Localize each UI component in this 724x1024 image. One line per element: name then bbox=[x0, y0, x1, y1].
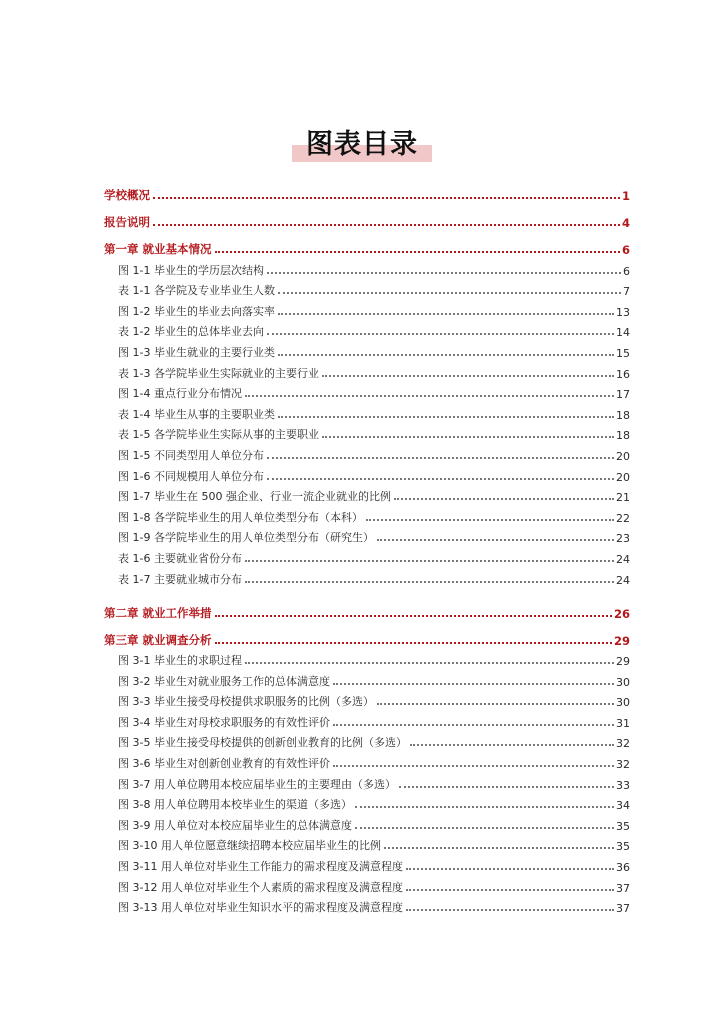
toc-leader-dots bbox=[278, 313, 614, 315]
toc-figure-entry[interactable] bbox=[104, 689, 630, 710]
toc-entry-label: 图 3-1 毕业生的求职过程 bbox=[118, 654, 242, 668]
toc-entry-label: 图 3-3 毕业生接受母校提供求职服务的比例（多选） bbox=[118, 695, 374, 709]
title-area bbox=[0, 128, 724, 162]
toc-chapter-entry[interactable] bbox=[104, 621, 630, 648]
toc-page-number: 14 bbox=[616, 326, 630, 340]
toc-entry-label: 图 3-11 用人单位对毕业生工作能力的需求程度及满意程度 bbox=[118, 860, 403, 874]
table-of-contents bbox=[104, 176, 630, 915]
toc-page-number: 37 bbox=[616, 902, 630, 916]
toc-entry-label: 报告说明 bbox=[104, 215, 150, 229]
toc-entry-label: 图 1-1 毕业生的学历层次结构 bbox=[118, 263, 264, 277]
toc-leader-dots bbox=[406, 868, 614, 870]
toc-page-number: 33 bbox=[616, 778, 630, 792]
toc-entry-label: 图 1-8 各学院毕业生的用人单位类型分布（本科） bbox=[118, 510, 363, 524]
toc-page-number: 17 bbox=[616, 388, 630, 402]
toc-leader-dots bbox=[278, 354, 614, 356]
toc-figure-entry[interactable] bbox=[104, 648, 630, 669]
toc-figure-entry[interactable] bbox=[104, 381, 630, 402]
toc-leader-dots bbox=[245, 395, 614, 397]
toc-figure-entry[interactable] bbox=[104, 895, 630, 916]
toc-figure-entry[interactable] bbox=[104, 566, 630, 587]
toc-page-number: 6 bbox=[623, 264, 630, 278]
toc-entry-label: 图 1-4 重点行业分布情况 bbox=[118, 387, 242, 401]
toc-page-number: 35 bbox=[616, 840, 630, 854]
toc-leader-dots bbox=[215, 642, 612, 644]
toc-figure-entry[interactable] bbox=[104, 833, 630, 854]
toc-page-number: 35 bbox=[616, 819, 630, 833]
toc-leader-dots bbox=[153, 224, 620, 226]
toc-figure-entry[interactable] bbox=[104, 278, 630, 299]
page-title-text: 图表目录 bbox=[306, 129, 418, 160]
toc-page-number: 15 bbox=[616, 346, 630, 360]
toc-page-number: 20 bbox=[616, 470, 630, 484]
page-title bbox=[300, 128, 424, 162]
toc-figure-entry[interactable] bbox=[104, 771, 630, 792]
toc-entry-label: 第三章 就业调查分析 bbox=[104, 632, 212, 647]
toc-entry-label: 图 3-9 用人单位对本校应届毕业生的总体满意度 bbox=[118, 818, 352, 832]
toc-entry-label: 图 3-12 用人单位对毕业生个人素质的需求程度及满意程度 bbox=[118, 880, 403, 894]
toc-leader-dots bbox=[377, 539, 614, 541]
toc-page-number: 13 bbox=[616, 305, 630, 319]
toc-figure-entry[interactable] bbox=[104, 853, 630, 874]
toc-chapter-entry[interactable] bbox=[104, 594, 630, 621]
toc-page-number: 18 bbox=[616, 429, 630, 443]
toc-page-number: 26 bbox=[613, 606, 630, 621]
toc-leader-dots bbox=[333, 765, 614, 767]
toc-page-number: 34 bbox=[616, 799, 630, 813]
toc-entry-label: 表 1-1 各学院及专业毕业生人数 bbox=[118, 284, 275, 298]
toc-leader-dots bbox=[278, 292, 621, 294]
toc-leader-dots bbox=[333, 724, 614, 726]
toc-page-number: 29 bbox=[613, 633, 630, 648]
toc-page-number: 32 bbox=[616, 737, 630, 751]
toc-entry-label: 图 3-10 用人单位愿意继续招聘本校应届毕业生的比例 bbox=[118, 839, 381, 853]
toc-chapter-entry[interactable] bbox=[104, 176, 630, 203]
toc-figure-entry[interactable] bbox=[104, 401, 630, 422]
toc-entry-label: 图 3-4 毕业生对母校求职服务的有效性评价 bbox=[118, 715, 330, 729]
toc-leader-dots bbox=[267, 272, 621, 274]
toc-page-number: 24 bbox=[616, 552, 630, 566]
toc-figure-entry[interactable] bbox=[104, 442, 630, 463]
toc-leader-dots bbox=[333, 683, 614, 685]
toc-entry-label: 第一章 就业基本情况 bbox=[104, 242, 212, 256]
toc-leader-dots bbox=[355, 827, 614, 829]
toc-figure-entry[interactable] bbox=[104, 812, 630, 833]
toc-page-number: 32 bbox=[616, 758, 630, 772]
toc-leader-dots bbox=[355, 806, 614, 808]
toc-entry-label: 第二章 就业工作举措 bbox=[104, 605, 212, 620]
toc-entry-label: 学校概况 bbox=[104, 188, 150, 202]
toc-leader-dots bbox=[267, 333, 614, 335]
toc-entry-label: 表 1-2 毕业生的总体毕业去向 bbox=[118, 325, 264, 339]
toc-entry-label: 图 3-2 毕业生对就业服务工作的总体满意度 bbox=[118, 674, 330, 688]
toc-figure-entry[interactable] bbox=[104, 463, 630, 484]
toc-figure-entry[interactable] bbox=[104, 730, 630, 751]
toc-leader-dots bbox=[153, 197, 620, 199]
toc-page-number: 31 bbox=[616, 716, 630, 730]
toc-page-number: 4 bbox=[621, 216, 630, 230]
toc-leader-dots bbox=[366, 519, 614, 521]
toc-leader-dots bbox=[394, 498, 614, 500]
toc-figure-entry[interactable] bbox=[104, 874, 630, 895]
toc-page-number: 37 bbox=[616, 881, 630, 895]
toc-entry-label: 图 1-7 毕业生在 500 强企业、行业一流企业就业的比例 bbox=[118, 490, 391, 504]
toc-entry-label: 图 1-5 不同类型用人单位分布 bbox=[118, 448, 264, 462]
toc-leader-dots bbox=[322, 436, 614, 438]
toc-page-number: 29 bbox=[616, 655, 630, 669]
toc-leader-dots bbox=[267, 478, 614, 480]
toc-leader-dots bbox=[278, 416, 614, 418]
toc-entry-label: 图 3-5 毕业生接受母校提供的创新创业教育的比例（多选） bbox=[118, 736, 407, 750]
toc-chapter-entry[interactable] bbox=[104, 203, 630, 230]
toc-page-number: 7 bbox=[623, 285, 630, 299]
toc-figure-entry[interactable] bbox=[104, 792, 630, 813]
toc-entry-label: 图 1-2 毕业生的毕业去向落实率 bbox=[118, 304, 275, 318]
toc-entry-label: 图 3-6 毕业生对创新创业教育的有效性评价 bbox=[118, 757, 330, 771]
toc-entry-label: 表 1-3 各学院毕业生实际就业的主要行业 bbox=[118, 366, 319, 380]
toc-page-number: 1 bbox=[621, 189, 630, 203]
toc-entry-label: 表 1-6 主要就业省份分布 bbox=[118, 551, 242, 565]
toc-page-number: 36 bbox=[616, 861, 630, 875]
toc-leader-dots bbox=[267, 457, 614, 459]
toc-entry-label: 表 1-4 毕业生从事的主要职业类 bbox=[118, 407, 275, 421]
toc-entry-label: 图 1-3 毕业生就业的主要行业类 bbox=[118, 345, 275, 359]
toc-chapter-entry[interactable] bbox=[104, 230, 630, 257]
toc-page-number: 20 bbox=[616, 449, 630, 463]
section-gap bbox=[104, 587, 630, 594]
toc-figure-entry[interactable] bbox=[104, 709, 630, 730]
toc-leader-dots bbox=[245, 560, 614, 562]
toc-figure-entry[interactable] bbox=[104, 339, 630, 360]
toc-leader-dots bbox=[322, 375, 614, 377]
toc-entry-label: 图 1-9 各学院毕业生的用人单位类型分布（研究生） bbox=[118, 531, 374, 545]
toc-leader-dots bbox=[384, 847, 614, 849]
toc-figure-entry[interactable] bbox=[104, 360, 630, 381]
toc-entry-label: 表 1-5 各学院毕业生实际从事的主要职业 bbox=[118, 428, 319, 442]
toc-figure-entry[interactable] bbox=[104, 525, 630, 546]
toc-leader-dots bbox=[215, 251, 620, 253]
toc-page-number: 18 bbox=[616, 408, 630, 422]
toc-figure-entry[interactable] bbox=[104, 319, 630, 340]
toc-entry-label: 图 3-13 用人单位对毕业生知识水平的需求程度及满意程度 bbox=[118, 901, 403, 915]
toc-figure-entry[interactable] bbox=[104, 668, 630, 689]
toc-figure-entry[interactable] bbox=[104, 422, 630, 443]
toc-page-number: 16 bbox=[616, 367, 630, 381]
toc-leader-dots bbox=[399, 786, 614, 788]
toc-figure-entry[interactable] bbox=[104, 750, 630, 771]
toc-page-number: 21 bbox=[616, 491, 630, 505]
toc-leader-dots bbox=[410, 744, 614, 746]
toc-page-number: 22 bbox=[616, 511, 630, 525]
toc-leader-dots bbox=[245, 581, 614, 583]
toc-figure-entry[interactable] bbox=[104, 504, 630, 525]
toc-leader-dots bbox=[215, 615, 612, 617]
toc-entry-label: 图 1-6 不同规模用人单位分布 bbox=[118, 469, 264, 483]
toc-leader-dots bbox=[406, 909, 614, 911]
toc-page-number: 24 bbox=[616, 573, 630, 587]
toc-figure-entry[interactable] bbox=[104, 298, 630, 319]
toc-figure-entry[interactable] bbox=[104, 257, 630, 278]
toc-entry-label: 图 3-7 用人单位聘用本校应届毕业生的主要理由（多选） bbox=[118, 777, 396, 791]
toc-figure-entry[interactable] bbox=[104, 484, 630, 505]
toc-page-number: 30 bbox=[616, 696, 630, 710]
toc-entry-label: 图 3-8 用人单位聘用本校毕业生的渠道（多选） bbox=[118, 798, 352, 812]
toc-entry-label: 表 1-7 主要就业城市分布 bbox=[118, 572, 242, 586]
toc-leader-dots bbox=[406, 889, 614, 891]
toc-figure-entry[interactable] bbox=[104, 545, 630, 566]
toc-leader-dots bbox=[377, 703, 614, 705]
toc-leader-dots bbox=[245, 662, 614, 664]
toc-page-number: 30 bbox=[616, 675, 630, 689]
toc-page-number: 23 bbox=[616, 532, 630, 546]
toc-page-number: 6 bbox=[621, 243, 630, 257]
